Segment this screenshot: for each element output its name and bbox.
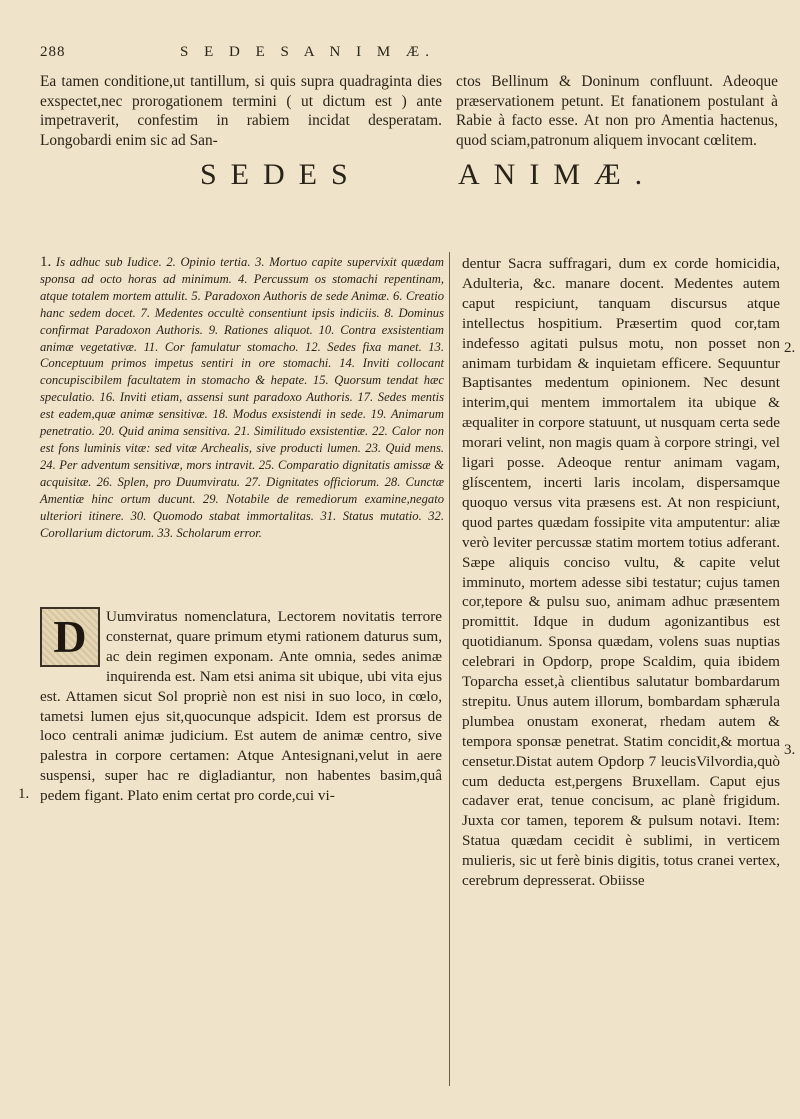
chapter-summary [40, 254, 444, 541]
chapter-title [40, 158, 780, 198]
summary-text: Is adhuc sub Iudice. 2. Opinio tertia. 3. Mortuo capite supervixit quædam sponsa ad octo horas ad minimum. 4. Percussum os stomachi repentinam, atque totalem mortem attulit. 5. Paradoxon Authoris de sede Animæ. 6. Creatio hanc sedem docet. 7. Medentes occultè consentiunt ipsis indiciis. 8. Dominus confirmat Paradoxon Authoris. 9. Rationes aliquot. 10. Contra exsistentiam animæ vegetativæ. 11. Cor famulatur stomacho. 12. Sedes fixa manet. 13. Conceptuum primos impetus sentiri in ore stomachi. 14. Inviti collocant concupiscibilem facultatem in stomacho & hepate. 15. Quorsum tendat hæc speculatio. 16. Inviti etiam, assensi sunt paradoxo Authoris. 17. Sedes mentis est eadem,quæ animæ sensitivæ. 18. Modus exsistendi in sede. 19. Animarum penetratio. 20. Quid anima sensitiva. 21. Similitudo exsistentiæ. 22. Calor non est fons luminis vitæ: sed vitæ Archealis, sive producti lumen. 23. Quid mens. 24. Per adventum sensitivæ, mors intravit. 25. Comparatio dignitatis amissæ & acquisitæ. 26. Splen, pro Duumviratu. 27. Dignitates officiorum. 28. Cunctæ Amentiæ hinc ortum ducunt. 29. Notabile de remediorum examine,negato ulteriori itinere. 30. Quomodo stabat immortalitas. 31. Status mutatio. 32. Corollarium dictorum. 33. Scholarum error. [40, 255, 444, 540]
running-title: S E D E S A N I M Æ. [180, 44, 436, 60]
margin-number: 1. [18, 786, 30, 802]
ornamental-initial [40, 607, 100, 667]
paragraph: Uumviratus nomenclatura, Lectorem novitatis terrore consternat, quare primum etymi rationem daturus sum, ac dein regimen exponam. Ante omnia, sedes animæ inquirenda est. Nam etsi anima sit ubique, ubi vita ejus est. Attamen sicut Sol propriè non est nisi in suo loco, in cœlo, tametsi lumen ejus sit,quocunque adspicit. Idem est prorsus de loco centrali animæ judicium. Est autem de animæ centro, sive palestra in corpore certamen: Atque Antesignani,velut in aere suspensi, super hac re digladiantur, non habentes basim,quâ pedem figant. Plato enim certat pro corde,cui vi- [40, 608, 442, 805]
page-header [40, 44, 780, 66]
continued-text-right [456, 72, 778, 150]
main-text-left [40, 607, 442, 806]
paragraph: Ea tamen conditione,ut tantillum, si quis supra quadraginta dies exspectet,nec prorogationem termini ( ut dictum est ) ante impetraverit, confestim in rabiem incidat desperatam. Longobardi enim sic ad San- [40, 73, 442, 149]
page-number: 288 [40, 44, 66, 60]
paragraph: ctos Bellinum & Doninum confluunt. Adeoque præservationem petunt. Et fanationem postulant à Rabie à facto esse. At non pro Amentia hactenus, quod sciam,patronum aliquem invocant cœlitem. [456, 73, 778, 149]
column-divider [449, 252, 450, 1086]
paragraph: dentur Sacra suffragari, dum ex corde homicidia, Adulteria, &c. manare docent. Medentes autem caput respiciunt, tanquam discursus atque intellectus hospitium. Præsertim quod cor,tam indefesso agitati pulsus motu, non posset non animam turbidam & inquietam efficere. Sequuntur Baptisantes medentum opinionem. Nec desunt interim,qui mentem immortalem ita ubique & æqualiter in corpore statuunt, ut nusquam certa sede morari velint, non magis quam à corpore stringi, vel ligari posse. Adeoque rentur animam vagam, glíscentem, incerti laris incolam, dispersamque quoquo versus vita præsens est. At non respiciunt, quod partes quædam fossipite vita amputentur: aliæ verò leviter percussæ statim mortem totius adferant. Sæpe aliquis conciso vultu, & capite velut imminuto, mortem adesse sibi testatur; cujus tamen cor,tepore & pulsu suo, animam adhuc præsentem promittit. Idque in dudum agonizantibus est quotidianum. Sponsa quædam, volens suas nuptias celebrari in Opdorp, prope Scaldim, quia ibidem Toparcha esset,à clientibus salutatur bombardarum strepitu. Unus autem illorum, bombardam sphærula plumbea onustam exonerat, rhedam autem & tempora sponsæ penetrat. Statim concidit,& mortua censetur.Distat autem Opdorp 7 leucisVilvordia,quò cum deducta est,pergens Bruxellam. Caput ejus cadaver erat, tenue concisum, ac planè frigidum. Juxta cor tamen, teporem & pulsum notavi. Item: Statua quædam cecidit è sublimi, in verticem mulieris, sic ut ferè binis digitis, totus cranei vertex, cerebrum depresserat. Obiisse [462, 255, 780, 890]
continued-text-left [40, 72, 442, 150]
margin-number: 2. [784, 340, 796, 356]
chapter-title-part2: ANIMÆ. [458, 158, 657, 191]
summary-lead: 1. [40, 254, 52, 270]
chapter-title-part1: SEDES [200, 158, 362, 191]
initial-letter: D [53, 611, 87, 662]
main-text-right [462, 254, 780, 891]
margin-number: 3. [784, 742, 796, 758]
